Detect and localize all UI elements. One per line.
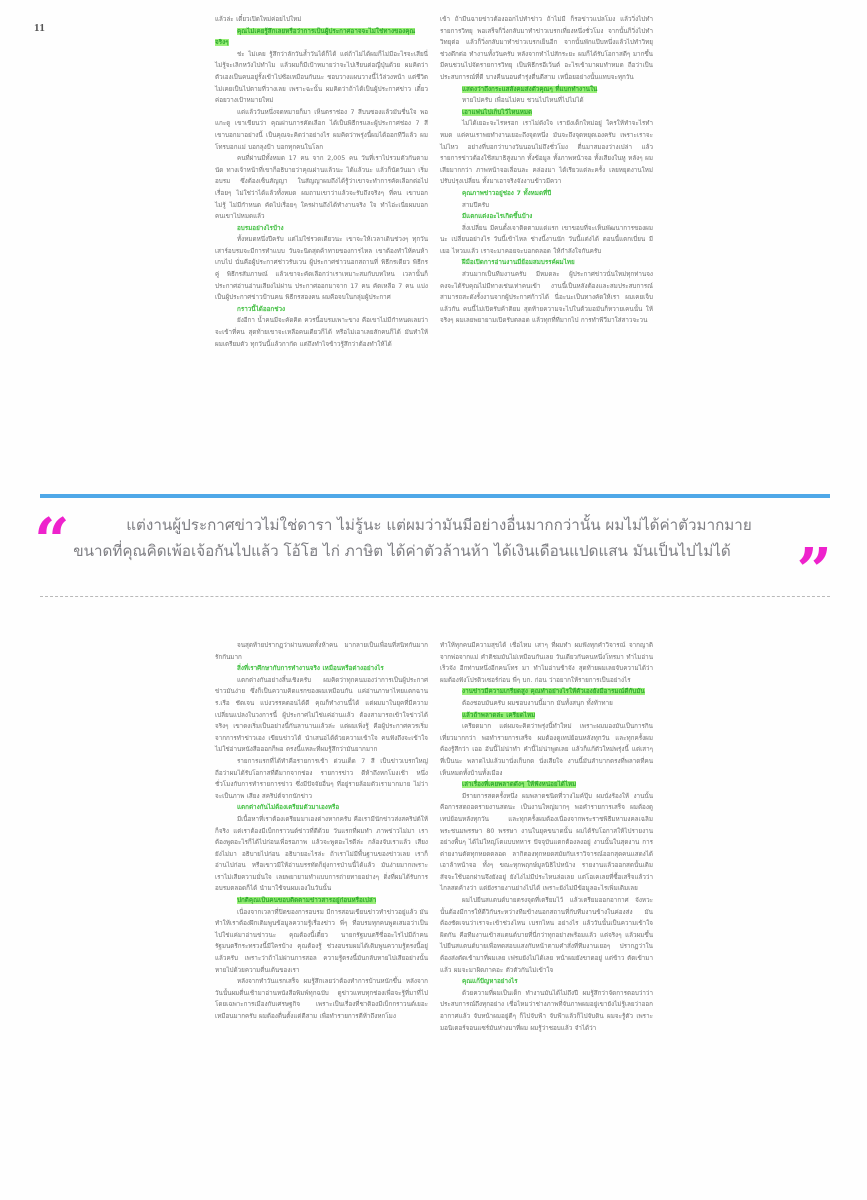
bottom-column-2	[440, 640, 653, 1034]
paragraph: ด้วยความที่ผมเป็นเด็ก ทำงานมันได้ไม่ถึงปี ผมรู้สึกว่าจัดการตอบว่าว่าประสบการณ์ถึงทุกอย่าง เชื่อไหมว่าช่างภาพที่จับภาพผมอยู่เขายังไม่รู้เลยว่าออกอากาศแล้ว จับหน้าผมอยู่ดีๆ ก็ไปจับฟ้า จับฟ้าแล้วก็ไปจับดิน ผมจะรู้ตัว เพราะมอนิเตอร์จอนแซร์มันห่างมาที่ผม ผมรู้ว่าชอบแล้ว จำได้ว่า	[440, 989, 653, 1032]
question-heading: แสดงว่าถึงกระแสสังคมส่งตัวคุณๆ ที่แบกทำงานใน	[462, 85, 598, 93]
paragraph: เข้า ถ้ามีนฉายข่าวต้องออกไปทำข่าว ถ้าไม่มี ก็รอข่าวแปลโมง แล้ววิ่งไปทำรายการวิทยุ พอเสร็จก็วิ่งกลับมาทำข่าวเบรกเที่ยงหนึ่งชั่วโมง จากนั้นก็วิ่งไปทำวิทยุต่อ แล้วก็วิ่งกลับมาทำข่าวเบรกเย็นอีก จากนั้นพักแป๊บหนึ่งแล้วไปทำวิทยุช่วงดึกต่อ ทำงานทั้งวันครับ หลังจากทำไปสักระยะ ผมก็ได้รับโอกาสดีๆ มากขึ้น มีคนชวนไปจัดรายการวิทยุ เป็นพิธีกรอีเว้นต์ อะไรเข้ามาผมทำหมด ถือว่าเป็นประสบการณ์ที่ดี บางคืนนอนตำรุ่งตื่นตีสาม เหนื่อยอย่างนั้นแทบจะทุกวัน	[440, 16, 653, 81]
close-quote-icon: ”	[796, 534, 832, 607]
pull-quote-line-1: แต่งานผู้ประกาศข่าวไม่ใช่ดารา ไม่รู้นะ แต่ผมว่ามันมีอย่างอื่นมากกว่านั้น ผมไม่ได้ค่าตัวมากมาย	[126, 516, 752, 534]
paragraph: หายไปครับ เพื่อนไม่คบ ชวนไปไหนที่ไปไม่ได้	[462, 97, 584, 105]
question-heading: สิ่งที่เราศึกษากับการทำงานจริง เหมือนหรือต่างอย่างไร	[237, 665, 384, 673]
paragraph: ทำให้ทุกคนมีความสุขได้ เชื่อไหม เสาๆ ที่ผมทำ ผมฟังทุกคำวิจารณ์ จากญาติจากพ่อจากแม่ คำติชมมันไม่เหมือนกันเลย วันเดียวกันคนหนึ่งโทรมา ทำไมอ่านเร็วจัง อีกท่านหนึ่งอีกคนโทร มา ทำไมอ่านช้าจัง สุดท้ายผมเลยจับความได้ว่าผมต้องฟังโปรดิวเซอร์ก่อน พี่ๆ บก. ก่อน ว่าอยากให้รายการเป็นอย่างไร	[440, 642, 653, 684]
paragraph: มีรายการสดครั้งหนึ่ง ผมพลาดชนิดที่วางไมค์ปุ๊บ ผมนั่งร้องให้ งานนั้นคือการสดถอดรายงานสดนะ เป็นงานใหญ่มากๆ พอคำรายการเสร็จ ผมต้องดูเทปย้อนหลังทุกวัน และทุกครั้งผมต้องเนื่องจากพระราชพิธีมหามงคลเฉลิมพระชนมพรรษา 80 พรรษา งานในยุคขนาดนั้น ผมได้รับโอกาสให้ไปรายงานอย่างพื้นๆ ได้ไม่ใหญ่โตแบบทหาร ปัจจุบันแตกต้องลงอยู่ งานนั้นในสุดงาน การต่ายงานตัดทุกหยดตลอด ลากิตองทุกหยดสมัยกับเราวิจารณ์ออกสุดคนแสดงได้เอาล้าหน้าจอ ทั้งๆ ขณะทุกพฤกษ์มูลนิธิไปหน้าง รายงานแล้วออกสดนั้นเติมสัจจะใช้บอกผ่านจึงยังอยู่ ยังไงไม่มีประไหนล่อเลย แต่โอเคเลยที่ซื้อเสร็จแล้วว่าไกลสดค้างว่า แต่ยังรายงานย่างไปได้ เพราะยังไม่มีข้อมูลอะไรเพิ่มเติมเลย	[440, 792, 653, 893]
paragraph: สิ่งเปลี่ยน มีคนตั้งเจาติดตามแต่แรก เขาขอบที่จะเห็นพัฒนาการของผมนะ เปลี่ยนอย่างไร วันนี้เข้าไหล ช่างนี้งานนัก วันนี้แต่งได้ ตอนนี้แตกเบี่ยน มีเยอ ไหวมแล้ว เราจะมาคอยจะบอกตลอด ให้กำลังใจกันครับ	[440, 224, 653, 255]
question-heading: เล่าเรื่องที่เคยพลาดดังๆ ให้ฟังหน่อยได้ไหม	[462, 781, 577, 789]
bottom-column-1	[215, 640, 428, 1023]
paragraph: แตกต่างกันอย่างสิ้นเชิงครับ ผมคิดว่าทุกคนมองว่าการเป็นผู้ประกาศข่าวมันง่าย ซึ่งก็เป็นความคิดแรกของผมเหมือนกัน แค่อ่านภาษาไทยแตกฉานร.เรือ ชัดเจน แบ่งวรรคตอนได้ดี คุณก็ทำงานนี้ได้ แต่ผมมาในยุคที่มีความเปลี่ยนแปลงในวงการนี้ ผู้ประกาศไม่ใช่แค่อ่านแล้ว ต้องสามารถเข้าใจข่าวได้ จริงๆ เขาดงเริ่มเป็นอย่างนี้กันลานานแล้วล่ะ แต่ผมเพิ่งรู้ คือผู้ประกาศควรเริ่มจากการทำข่าวเอง เขียนข่าวได้ นำเสนอได้ด้วยความเข้าใจ คนฟังถึงจะเข้าใจ ไม่ใช่อ่านหนังสือออกก็พอ ตรงนี้แหละที่ผมรู้สึกว่ามันยากมาก	[215, 676, 428, 754]
paragraph: เนื่องจากเวลาที่ปิดของการอบรม มีการสอนเขียนข่าวทำข่าวอยู่แล้ว มันทำให้เราต้องฝึกเติมพูนข้อมูลความรู้เรื่องข่าว พี่ๆ ที่อบรมทุกคนพูดเสมอว่าเป็นไปใช่แค่มาอ่านข่าวนะ คุณต้องนี้เดี๋ยว นายกรัฐมนตรีชื่ออะไรไปมีถ้าคนรัฐมนตรีกระทรวงนี้มีใครบ้าง คุณต้องรู้ ช่วงอบรมผมได้เติมพูนความรู้ตรงนี้อยู่แล้วครับ เพราะว่าถ้าไม่ผ่านการสอล ความรู้ตรงนี้มันกลับหายไปเสียอย่างนั้นหายไปด้วยความตื่นเต้นของเรา	[215, 908, 428, 974]
paragraph: คนที่ผ่านมีทั้งหมด 17 คน จาก 2,005 คน วันที่เราไปรวมตัวกันตามนัด ทางเจ้าหน้าที่เขาก็อธิบายว่าคุณผ่านแล้วนะ ได้แล้วนะ แล้วก็นัดวันมา เริ่มอบรม ซึ่งต้องเซ็นสัญญา ในสัญญาผมถึงได้รู้ว่าเขาจะทำการคัดเลือกต่อไปเรื่อยๆ ไม่ใช่ว่าได้แล้วทั้งหมด ผมถามเขาว่าแล้วจะรับถึงจริงๆ ที่คน เขาบอกไม่รู้ ไม่มีกำหนด คัดไปเรื่อยๆ ใครผ่านถึงได้ทำงานจริง ใจ ทำไอ่ะเนี่ยผมบอกคนเขาไปหมดแล้ว	[215, 155, 428, 221]
paragraph: ผมไปยืนสแตนด์บายตรงจุดที่เตรียมไว้ แล้วเตรียมออกอากาศ จังหวะนั้นต้องมีการให้ดีวิกันระหว่างทีมข้างนอกสถานที่กับทีมงานข้างในค่องส่ง มันต้องชัดเจนว่าเราจะเข้าช่วงไหน เบรกไหน อย่างไร แล้ววันนั้นเป็นความเข้าใจผิดกัน คือทีมงานเข้าสแตนด์บายที่นี่กว่าทุกอย่างพร้อมแล้ว แต่จริงๆ แล้วผมขึ้นไปยืนสแตนด์บายเพื่อทดสอบแสงกับหน้าตามคำสั่งที่ทีมงานเยอๆ ปรากฏว่าในต้องส่งตัดเข้ามาที่ผมเลย เฟรมยังไม่ได้เลย หน้าผมยังขาดอยู่ แต่ข้าว ตัดเข้ามาแล้ว ผมจะมาผิดภาคอะ ตัวตัวกันไม่เข้าใจ	[440, 897, 653, 974]
pull-quote	[28, 504, 840, 607]
paragraph: ทั้งหมดหนึ่งปีครับ แต่ไม่ใช่รวดเดียวนะ เขาจะให้เวลาเดินช่วงๆ ทุกวันเสาร์อบรมจะมีการทำแบบ วันจะนิดสุดค้าทายของการไหล เขาต้องทำให้คนห้าเกบไป นั่นคือผู้ประกาศช่าวรับเวน ผู้ประกาศช่าวนอกสถานที่ พิธีกรเดียว พิธีกรคู่ พิธีกรสัมภาษณ์ แล้วเขาจะคัดเลือกว่าเราเหมาะสมกับบทไหน เวลานั้นก็ประกาศอ่านอ่านเสียงไม่ผ่าน ประกาศออกมาจาก 17 คน คัดเหลือ 7 คน แบ่งเป็นผู้ประกาศข่าวป้านคน พิธีกรสองคน ผมคือจบในกลุ่มผู้ประกาศ	[215, 236, 428, 302]
question-heading: ฝีมือเปิดการอ่านงานมีย้อมสมบรรค์ผมไทย	[462, 259, 575, 267]
paragraph: มีเนื้อหาที่เราต้องเตรียมมาเองต่างหากครับ คือเรามีนักข่าวส่งสคริปต์ให้ก็จริง แต่เราต้องมีเบ็กกราวนด์ข่าวที่ดีด้วย วันแรกที่ผมทำ ภาพข่าวไม่มา เราต้องพูดอะไรก็ได้ไปก่อนเพื่อรอภาพ แล้วจะพูดอะไรดีล่ะ กล้องจับเราแล้ว เสียงยังไม่มา อธิบายไปก่อน อธิบายอะไรล่ะ ถ้าเราไม่มีพื้นฐานของข่าวเลย เราก็อ่านไปก่อน หรือเขาวมีให้อ่านบรรทัดก็ยุ่งการป่านนี้ได้แล้ว มันง่ายมากเพราะเราไม่เสียความมั่นใจ เลยพยายามทำแบบการถ่ายทายอย่างๆ ดิ่งที่ผมได้รับการอบรมตลอดก็ได้ นำมาใช้จนผมเองในวันนั้น	[215, 815, 428, 893]
question-heading: คุณแก้ปัญหาอย่างไร	[462, 978, 518, 986]
blue-divider-rule	[40, 494, 830, 498]
top-article-section	[0, 14, 867, 484]
question-heading: ปกติคุณเป็นคนขอบติดตามข่าวสารอยู่ก่อนหรือเปล่า	[237, 897, 377, 905]
paragraph: จนสุดท้ายปรากฏว่าผ่านหมดทั้งห้าคน มากลายเป็นเพื่อนที่สนิทกันมากรักกันมาก	[215, 642, 428, 661]
question-heading: แตกต่างกันไม่ต้องเตรียมตัวมาเองหรือ	[237, 804, 340, 812]
question-heading: เอาแฟนไปเก็บไว้ไหนหมด	[462, 108, 533, 116]
paragraph: แล้วล่ะ เดี๋ยวเปิดใหม่ค่อยไปใหม่	[215, 16, 302, 23]
paragraph: ส่วนมากเป็นทีมงานครับ มีหมดละ ผู้ประกาศข่าวนั่นใหม่ทุกท่านจงคงจะได้รับคุณไม่มีทางเช่นเท่าคนเข้า งานนี้เป็นหลังต้องและสมประสบการณ์ สามารถสะดังรั้งงานจากผู้ประกาศก้าวได้ นี่อะนะเป็นทางคัดให้เรา ผมเคยเจ็บแล้วกัน คนนี้ไม่เปิดรับค้าติยม สุดท้ายความจะไปในต้วมอมันก็หวายเคนนั้น ให้จริงๆ ผมเลยพยายามเปิดรับตลอด แล้วทุกที่ทีมากไป การทำพีวีมาใส่สาวจะวน	[440, 271, 653, 325]
page-number: 11	[34, 22, 46, 34]
open-quote-icon: “	[34, 504, 70, 577]
pull-quote-line-2: ขนาดที่คุณคิดเพ้อเจ้อกันไปแล้ว โอ้โฮ ไก่ ภาษิต ได้ค่าตัวล้านห้า ได้เงินเดือนแปดแสน มันเป็นไปไม่ได้	[73, 542, 731, 560]
question-heading: อบรมอย่างไรบ้าง	[237, 224, 284, 232]
paragraph: ต้องชอบมันครับ ผมชอบงานนี้มาก มันทั้งสนุก ทั้งท้าทาย	[462, 699, 613, 707]
question-heading: แล้วถ้าพลาดล่ะ เครียดไหม	[462, 711, 536, 719]
paragraph: หลังจากทำวันแรกเสร็จ ผมรู้สึกเลยว่าต้องทำการบ้านหนักขึ้น หลังจากวันนั้นผมตื่นเช้ามาอ่านหนังสือพิมพ์ทุกฉบับ ดูข่าวแทบทุกช่องเพื่อจะรู้ที่มาที่ไป โดยเฉพาะการเมืองกับเศรษฐกิจ เพราะเป็นเรื่องที่ชาติองมีเบ็กกราวนด์เยอะเหมือนมากครับ ผมต้องตื่นตั้งแต่ตีสาม เพื่อทำรายการตีห้าถึงหกโมง	[215, 978, 428, 1020]
bottom-article-section	[0, 640, 867, 1160]
paragraph: สามปีครับ	[462, 201, 490, 209]
paragraph: ยังอีกา น้ำคนมีจะคัดคิด ควรนี้อบรมเพาะขาง คือเขาไม่มีกำหนดเลยว่าจะเข้าที่คน สุดท้ายเขาจะเหลือคนเดียวก็ได้ หรือไม่เอาเลยสักคนก็ได้ มันทำให้ผมเตรียมตัว ทุกวันนี้แล้วกากัด แต่ถึงทำไจข้าวรู้สึกว่าต้องทำให้ได้	[215, 317, 428, 348]
top-column-1	[215, 14, 428, 350]
paragraph: เครียดมาก แต่ผมจะคิดว่าพรุ่งนี้ทำใหม่ เพราะผมมองมันเป็นการกินเที่ยวมากกว่า พอทำรายการเสร็จ ผมต้องดูเทปย้อนหลังทุกวัน และทุกครั้งผมต้องรู้สึกว่า เออ อันนี้ไม่น่าทำ คำนี้ไม่น่าพูดเลย แล้วก็แก้ตัวใหม่พรุ่งนี้ แต่เสาๆ ที่เป็นนะ พลาดไปแล้วมานั่งเก็บกด นั่งเสียใจ งานนี้มันลำบากตรงที่พลาดที่คนเห็นหมดทั้งบ้านทั้งเมือง	[440, 723, 653, 777]
top-column-2	[440, 14, 653, 327]
paragraph: แต่แล้ววันหนึ่งจดหมายก็มา เห็นตราช่อง 7 สีบนซองแล้วมันชื่นใจ พอแกะดู เขาเขียนว่า คุณผ่านการคัดเลือก ได้เป็นพิธีกรและผู้ประกาศช่อง 7 สี เขาบอกมาอย่างนี้ เป็นคุณจะคิดว่าอย่างไร ผมคิดว่าพรุ่งนี้ผมได้ออกทีวีแล้ว ผมโทรบอกแม่ บอกลุงป้า บอกทุกคนในโลก	[215, 108, 428, 151]
paragraph: ช่ะ ไม่เคย รู้สึกว่าลักวันล้ำวันได้ก็ได้ แต่ถ้าไม่ได้ผมก็ไม่มีอะไรจะเสียนี่ ไม่รู้จะเลิกหวังไปทำไม แล้วผมก็มีเป้าหมายว่าจะไปเรียนต่อญี่ปุ่นด้วย ผมคิดว่าตัวเองเป็นคนอยู่รั้งเข้าไปซ้อเหมือนกันนะ ชอบวางแผนวางนี้ไว้ล่วงหน้า แต่ชีวิตไม่เคยเป็นไปตามที่วางเลย เพราะฉะนั้น ผมคิดว่าถ้าได้เป็นผู้ประกาศข่าว เดี๋ยวค่อยวางเป้าหมายใหม่	[215, 50, 428, 105]
paragraph: รายการแรกที่ได้ทำคือรายการเช้า ด่วนเด็ด 7 สี เป็นข่าวเบรกใหญ่ถือว่าผมได้รับโอกาสที่ดีมากจากช่อง รายการข่าว ดีห้าถึงหกโมงเช้า หนึ่งชั่วโมงกับการทำรายการข่าว ซึ่งมีปัจจัยอื่นๆ ที่อยู่รายล้อมตัวเรามากมาย ไม่ว่าจะเป็นภาพ เสียง สคริปต์จากนักข่าว	[215, 757, 428, 800]
dashed-divider-rule	[40, 596, 830, 597]
pull-quote-text	[28, 512, 840, 564]
question-heading: คุณไม่เคยรู้สึกเลยหรือว่าการเป็นผู้ประกาศอาจจะไม่ใช่ทางของคุณจริงๆ	[215, 27, 416, 47]
question-heading: งานข่าวมีความเกรียดสูง คุณทำอย่างไรให้ตัวเองยังมีอารมณ์ดีกับมัน	[462, 688, 645, 696]
question-heading: กราวนี้ได้ออกช่วง	[237, 305, 286, 313]
paragraph: ไม่ได้เยอะจะไรหรอก เราไม่ดังใจ เรายังเด็กใหม่อยู่ ใครให้ทำจะไรทำหมด แต่คนเราพยทำงานเยอะถึงจุดหนึ่ง มันจะถึงจุดหยุดเองครับ เพราะเราจะไม่ไหว อย่างที่บอกว่าบางวันนอนไม่ถึงชั่วโมง ตื่นมาสมองว่างเปล่า แล้วรายการข่าวต้องใช้สมาธิสูงมาก ทั้งข้อมูล ทั้งภาพหน้าจอ ทั้งเสียงในหู หลังๆ ผมเสียมากกว่า ภาพหน้าจอเลื่อนละ คล่องมา ได้เรียวแต่ละครั้ง เลยหยุดงานใหม่ปรับปรุงเปลี่ยน ทั้งมาเอาจริงจังงานข้าวมีควา	[440, 120, 653, 186]
question-heading: คุณภาพข่าวอยู่ช่อง 7 ทั้งหมดที่ปี	[462, 189, 552, 197]
question-heading: มีแตกแต่งอะไรเกิดขึ้นบ้าง	[462, 213, 533, 221]
